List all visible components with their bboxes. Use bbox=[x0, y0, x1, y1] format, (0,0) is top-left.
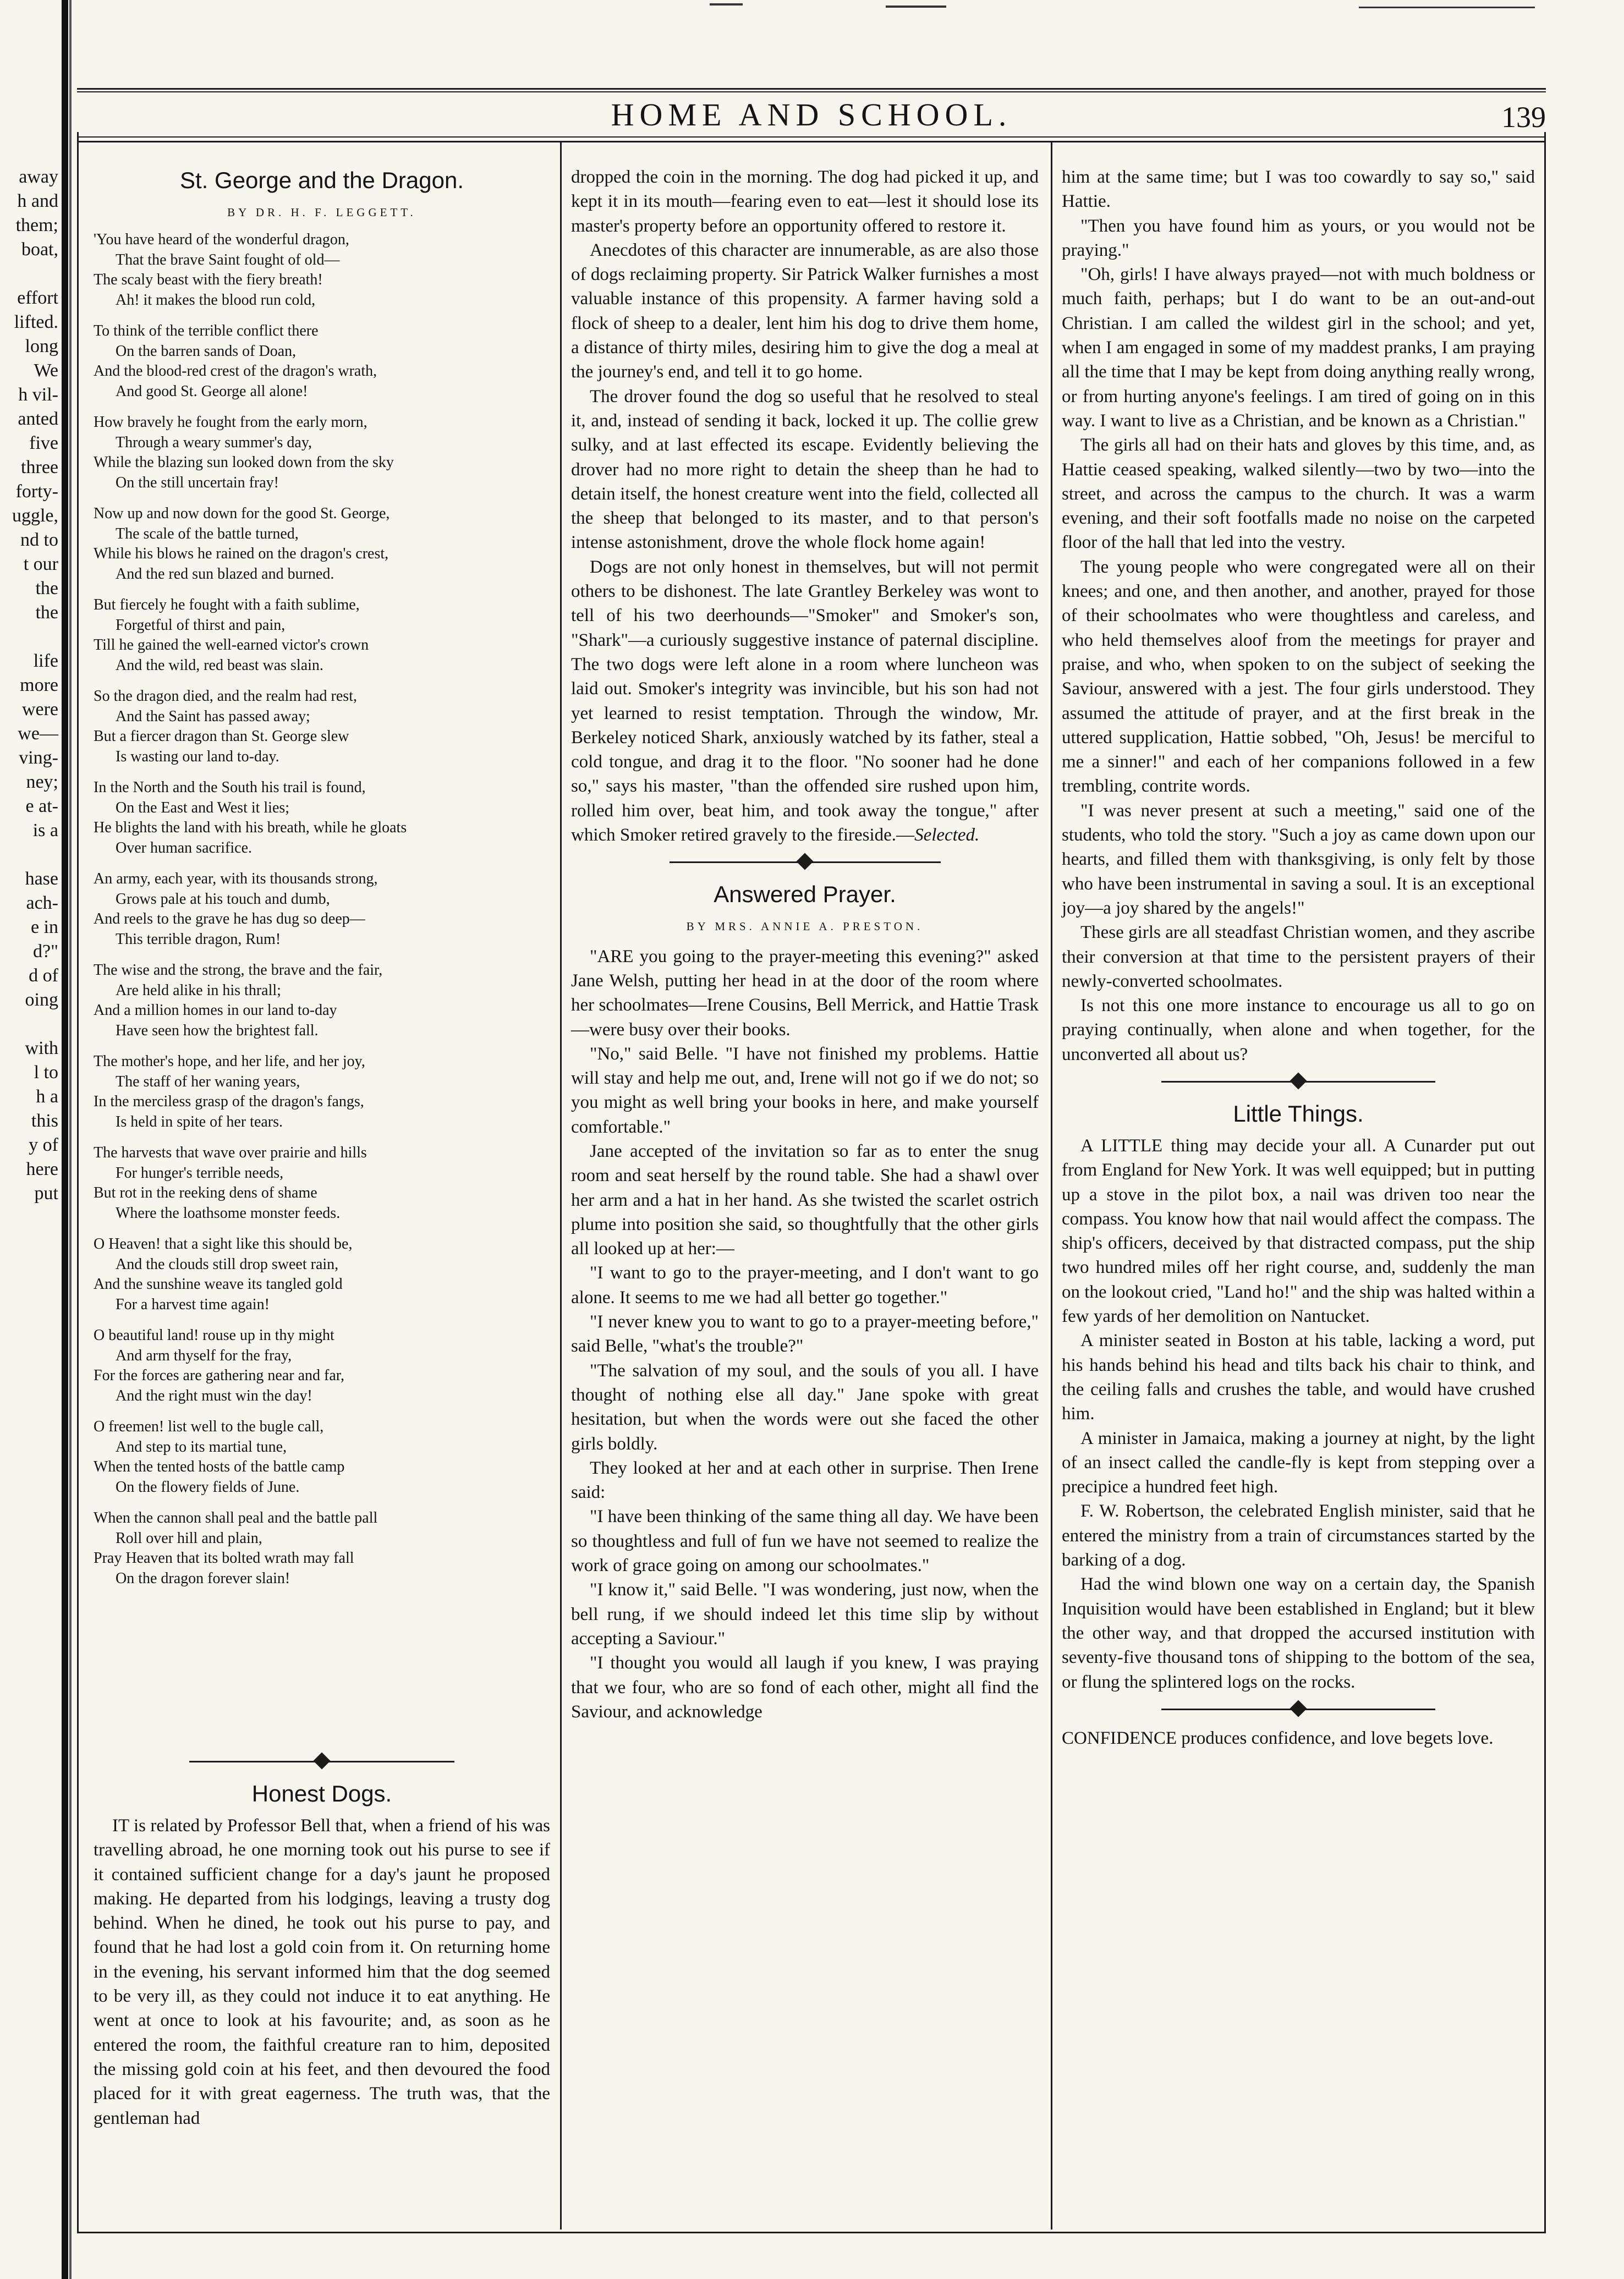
fragment-line: We bbox=[34, 360, 58, 381]
fragment-line: the bbox=[35, 578, 58, 598]
fragment-line: five bbox=[29, 433, 58, 453]
scan-speck bbox=[1359, 7, 1535, 8]
poem-line: The staff of her waning years, bbox=[116, 1073, 300, 1090]
fragment-line: boat, bbox=[21, 239, 58, 260]
paragraph: Had the wind blown one way on a certain day, the Spanish Inquisition would have been established in England; but it blew the other way, and that dropped the accursed institution with seventy-five thousand tons of shipping to the bottom of the sea, or flung the splintered logs on the rocks. bbox=[1062, 1574, 1535, 1692]
fragment-line: three bbox=[21, 457, 58, 477]
poem-line: Over human sacrifice. bbox=[116, 839, 252, 856]
fragment-line: uggle, bbox=[12, 506, 58, 526]
poem-stanza bbox=[94, 869, 550, 949]
scan-edge-shadow bbox=[69, 0, 72, 2279]
poem-line: Where the loathsome monster feeds. bbox=[116, 1204, 341, 1222]
paragraph: "No," said Belle. "I have not finished my problems. Hattie will stay and help me out, and, Irene will not go if we do not; so you might as well bring your books in here, and make yourself comfortable." bbox=[571, 1044, 1039, 1137]
fragment-line: life bbox=[33, 651, 58, 671]
poem-line: Have seen how the brightest fall. bbox=[116, 1022, 319, 1039]
fragment-line: e at- bbox=[25, 796, 58, 816]
paragraph: "ARE you going to the prayer-meeting this evening?" asked Jane Welsh, putting her head in at the door of the room where her schoolmates—Irene Cousins, Bell Merrick, and Hattie Trask—were busy over their books. bbox=[571, 946, 1039, 1040]
poem-line: When the cannon shall peal and the battle pall bbox=[94, 1509, 378, 1527]
poem-line: The scale of the battle turned, bbox=[116, 525, 299, 542]
answered-prayer-continued bbox=[1062, 165, 1535, 1067]
paragraph: "I know it," said Belle. "I was wondering, just now, when the bell rung, if we should indeed let this time slip by without accepting a Saviour." bbox=[571, 1580, 1039, 1649]
little-things-text bbox=[1062, 1134, 1535, 1694]
poem-line: The scaly beast with the fiery breath! bbox=[94, 271, 323, 289]
poem-line: The wise and the strong, the brave and the fair, bbox=[94, 962, 383, 979]
poem-line: The harvests that wave over prairie and hills bbox=[94, 1144, 367, 1162]
paragraph: "I was never present at such a meeting," said one of the students, who told the story. "Such a joy as came down upon our hearts, and filled them with thanksgiving, is only felt by those who have been instrumental in saving a soul. It is an exceptional joy—a joy shared by the angels!" bbox=[1062, 800, 1535, 918]
answered-prayer-text-col3 bbox=[1062, 165, 1535, 1067]
poem-line: Roll over hill and plain, bbox=[116, 1529, 262, 1547]
fragment-line: ving- bbox=[19, 748, 58, 768]
poem-stanza bbox=[94, 1052, 550, 1132]
fragment-line: oing bbox=[25, 990, 58, 1010]
fragment-line: forty- bbox=[15, 481, 58, 502]
honest-dogs-title: Honest Dogs. bbox=[251, 1781, 392, 1806]
poem-stanzas bbox=[94, 230, 550, 1589]
fragment-line: lifted. bbox=[14, 312, 58, 332]
poem-line: And good St. George all alone! bbox=[116, 382, 308, 400]
paragraph: IT is related by Professor Bell that, when a friend of his was travelling abroad, he one morning took out his purse to see if it contained sufficient change for a day's jaunt he proposed making. He departed from his lodgings, leaving a trusty dog behind. When he dined, he took out his purse to pay, and found that he had lost a gold coin from it. On returning home in the evening, his servant informed him that the dog seemed to be very ill, as they could not induce it to eat anything. He went at once to look at his favourite; and, as soon as he entered the room, the faithful creature ran to him, deposited the missing gold coin at his feet, and then devoured the food placed for it with great eagerness. The truth was, that the gentleman had bbox=[94, 1816, 550, 2128]
poem-line: He blights the land with his breath, while he gloats bbox=[94, 819, 407, 837]
article-honest-dogs bbox=[94, 1778, 550, 2130]
section-divider bbox=[1161, 1700, 1436, 1718]
fragment-line: we— bbox=[18, 723, 58, 744]
paragraph: A minister in Jamaica, making a journey at night, by the light of an insect called the candle-fly is kept from stepping over a precipice a hundred feet high. bbox=[1062, 1428, 1535, 1497]
honest-dogs-text-col1 bbox=[94, 1814, 550, 2130]
poem-line: O freemen! list well to the bugle call, bbox=[94, 1418, 324, 1436]
poem-stanza bbox=[94, 1234, 550, 1315]
fragment-line: h a bbox=[36, 1086, 58, 1107]
poem-line: For hunger's terrible needs, bbox=[116, 1164, 284, 1182]
fragment-line: is a bbox=[32, 820, 58, 841]
poem-stanza bbox=[94, 960, 550, 1041]
fragment-line: t our bbox=[23, 554, 58, 574]
poem-line: In the North and the South his trail is found, bbox=[94, 779, 366, 797]
poem-byline: BY DR. H. F. LEGGETT. bbox=[227, 206, 416, 219]
poem-stanza bbox=[94, 687, 550, 767]
paragraph: The young people who were congregated were all on their knees; and one, and then another, and another, prayed for those of their schoolmates who were thoughtless and careless, and who held themselves aloof from the meetings for prayer and praise, and who, when spoken to on the subject of seeking the Saviour, answered with a jest. The four girls understood. They assumed the attitude of prayer, and at the first break in the uttered supplication, Hattie sobbed, "Oh, Jesus! be merciful to me a sinner!" and each of her companions followed in a few trembling, contrite words. bbox=[1062, 557, 1535, 797]
fragment-line: d of bbox=[29, 965, 58, 986]
fragment-line: h and bbox=[17, 191, 58, 211]
page-number: 139 bbox=[1501, 101, 1546, 134]
signature: Selected. bbox=[914, 825, 980, 845]
poem-line: Ah! it makes the blood run cold, bbox=[116, 291, 316, 309]
confidence-note bbox=[1062, 1726, 1535, 1750]
poem-stanza bbox=[94, 778, 550, 858]
honest-dogs-continued bbox=[571, 165, 1039, 847]
paragraph: The drover found the dog so useful that he resolved to steal it, and, instead of sending it back, locked it up. The collie grew sulky, and at last effected its escape. Evidently believing the drover had no more right to detain the sheep than he had to detain itself, the honest creature went into the field, collected all the sheep that belonged to its master, and to that person's intense astonishment, drove the whole flock home again! bbox=[571, 386, 1039, 553]
paragraph: "Oh, girls! I have always prayed—not with much boldness or much faith, perhaps; but I do want to be an out-and-out Christian. I am called the wildest girl in the school; and yet, when I am engaged in some of my maddest pranks, I am praying all the time that I may be kept from doing anything really wrong, or from hurting anyone's feelings. I am tired of going on in this way. I want to live as a Christian, and be known as a Christian." bbox=[1062, 265, 1535, 431]
fragment-line: d?" bbox=[33, 941, 58, 962]
section-divider bbox=[670, 853, 941, 871]
poem-line: And the clouds still drop sweet rain, bbox=[116, 1255, 339, 1273]
fragment-line: h vil- bbox=[18, 385, 58, 405]
article-answered-prayer bbox=[571, 879, 1039, 1724]
poem-line: And the red sun blazed and burned. bbox=[116, 565, 334, 583]
paragraph: A minister seated in Boston at his table, lacking a word, put his hands behind his head and tilts back his chair to think, and the ceiling falls and crushes the table, and would have crushed him. bbox=[1062, 1331, 1535, 1424]
confidence-text: CONFIDENCE produces confidence, and love begets love. bbox=[1062, 1728, 1494, 1748]
poem-st-george bbox=[94, 165, 550, 1589]
paragraph: Is not this one more instance to encourage us all to go on praying continually, when alone and when together, for the unconverted all about us? bbox=[1062, 996, 1535, 1064]
poem-line: And arm thyself for the fray, bbox=[116, 1347, 292, 1364]
section-divider bbox=[189, 1752, 454, 1771]
article-little-things bbox=[1062, 1099, 1535, 1694]
column-rule bbox=[1051, 142, 1052, 2229]
poem-line: For the forces are gathering near and far, bbox=[94, 1367, 344, 1385]
scan-edge-bar bbox=[62, 0, 68, 2279]
poem-title: St. George and the Dragon. bbox=[180, 167, 464, 193]
poem-line: How bravely he fought from the early morn, bbox=[94, 414, 367, 431]
poem-stanza bbox=[94, 504, 550, 584]
poem-stanza bbox=[94, 1417, 550, 1497]
poem-line: Is held in spite of her tears. bbox=[116, 1113, 283, 1130]
poem-line: Grows pale at his touch and dumb, bbox=[116, 890, 330, 908]
poem-line: And step to its martial tune, bbox=[116, 1438, 287, 1456]
poem-line: Are held alike in his thrall; bbox=[116, 981, 281, 999]
paragraph: Dogs are not only honest in themselves, but will not permit others to be dishonest. The late Grantley Berkeley was wont to tell of his two deerhounds—"Smoker" and Smoker's son, "Shark"—a curiously suggestive instance of paternal discipline. The two dogs were left alone in a room where luncheon was laid out. Smoker's integrity was invincible, but his son had not yet learned to resist temptation. Through the window, Mr. Berkeley noticed Shark, anxiously watched by its father, steal a cold tongue, and drag it to the floor. "No sooner had he done so," says his master, "than the offended sire rushed upon him, rolled him over, beat him, and took away the tongue," after which Smoker retired gravely to the fireside.—Selected. bbox=[571, 557, 1039, 845]
poem-line: On the dragon forever slain! bbox=[116, 1569, 290, 1587]
poem-stanza bbox=[94, 1143, 550, 1223]
paragraph: Anecdotes of this character are innumerable, as are also those of dogs reclaiming property. Sir Patrick Walker furnishes a most valuable instance of this propensity. A farmer having sold a flock of sheep to a dealer, lent him his dog to drive them home, a distance of thirty miles, desiring him to give the dog a meal at the journey's end, and tell it to go home. bbox=[571, 240, 1039, 382]
poem-line: O beautiful land! rouse up in thy might bbox=[94, 1327, 334, 1344]
poem-line: That the brave Saint fought of old— bbox=[116, 251, 340, 268]
fragment-line: ney; bbox=[26, 772, 58, 792]
poem-line: On the East and West it lies; bbox=[116, 799, 290, 816]
column-1 bbox=[94, 165, 550, 2130]
paragraph: They looked at her and at each other in surprise. Then Irene said: bbox=[571, 1458, 1039, 1503]
fragment-line: the bbox=[35, 602, 58, 623]
fragment-line: anted bbox=[18, 409, 58, 429]
paragraph: Jane accepted of the invitation so far as to enter the snug room and seat herself by the round table. She had a shawl over her arm and a hat in her hand. As she twisted the scarlet ostrich plume into position she said, so thoughtfully that the other girls all looked up at her:— bbox=[571, 1141, 1039, 1259]
fragment-line: long bbox=[25, 336, 58, 356]
poem-line: Through a weary summer's day, bbox=[116, 433, 312, 451]
poem-line: This terrible dragon, Rum! bbox=[116, 930, 281, 948]
poem-line: While his blows he rained on the dragon's crest, bbox=[94, 545, 389, 563]
paragraph: A LITTLE thing may decide your all. A Cunarder put out from England for New York. It was well equipped; but in putting up a stove in the pilot box, a nail was driven too near the compass. You know how that nail would affect the compass. The ship's officers, deceived by that distracted compass, put the ship two hundred miles off her right course, and, suddenly the man on the lookout cried, "Land ho!" and the ship was halted within a few yards of her demolition on Nantucket. bbox=[1062, 1135, 1535, 1327]
paragraph: "Then you have found him as yours, or you would not be praying." bbox=[1062, 216, 1535, 260]
header-top-rule bbox=[77, 88, 1546, 90]
paragraph: "I want to go to the prayer-meeting, and I don't want to go alone. It seems to me we had all better go together." bbox=[571, 1263, 1039, 1308]
fragment-line: with bbox=[25, 1038, 58, 1058]
scan-speck bbox=[710, 3, 743, 6]
poem-line: On the flowery fields of June. bbox=[116, 1478, 300, 1496]
fragment-line: put bbox=[34, 1183, 58, 1204]
poem-line: Forgetful of thirst and pain, bbox=[116, 616, 286, 634]
poem-line: To think of the terrible conflict there bbox=[94, 322, 319, 340]
poem-line: Pray Heaven that its bolted wrath may fall bbox=[94, 1550, 354, 1567]
paragraph: "I never knew you to want to go to a prayer-meeting before," said Belle, "what's the trouble?" bbox=[571, 1312, 1039, 1357]
fragment-line: hase bbox=[25, 869, 58, 889]
poem-line: And the blood-red crest of the dragon's wrath, bbox=[94, 363, 377, 380]
poem-line: Is wasting our land to-day. bbox=[116, 748, 279, 765]
poem-line: And reels to the grave he has dug so deep— bbox=[94, 910, 365, 928]
poem-stanza bbox=[94, 1326, 550, 1406]
poem-line: And the wild, red beast was slain. bbox=[116, 656, 323, 674]
poem-line: So the dragon died, and the realm had rest, bbox=[94, 688, 357, 705]
poem-line: And a million homes in our land to-day bbox=[94, 1002, 337, 1019]
column-3 bbox=[1062, 165, 1535, 1750]
poem-line: And the sunshine weave its tangled gold bbox=[94, 1276, 343, 1293]
scan-speck bbox=[886, 6, 946, 8]
column-rule bbox=[560, 142, 562, 2229]
poem-line: But a fiercer dragon than St. George slew bbox=[94, 728, 349, 745]
header-top-rule-thin bbox=[77, 91, 1546, 92]
column-2 bbox=[571, 165, 1039, 1724]
fragment-line: more bbox=[20, 675, 58, 695]
poem-line: But rot in the reeking dens of shame bbox=[94, 1184, 317, 1202]
poem-stanza bbox=[94, 321, 550, 402]
fragment-line: nd to bbox=[20, 530, 58, 550]
fragment-line: e in bbox=[30, 917, 58, 937]
answered-prayer-text-col2 bbox=[571, 944, 1039, 1725]
paragraph: These girls are all steadfast Christian women, and they ascribe their conversion at that time to the persistent prayers of their newly-converted schoolmates. bbox=[1062, 922, 1535, 991]
honest-dogs-text-col2 bbox=[571, 165, 1039, 847]
poem-line: On the barren sands of Doan, bbox=[116, 342, 297, 360]
poem-line: On the still uncertain fray! bbox=[116, 474, 279, 491]
fragment-line: away bbox=[19, 167, 58, 187]
poem-stanza bbox=[94, 595, 550, 676]
little-things-title: Little Things. bbox=[1233, 1100, 1364, 1127]
poem-line: An army, each year, with its thousands strong, bbox=[94, 870, 378, 888]
poem-line: The mother's hope, and her life, and her joy, bbox=[94, 1053, 365, 1070]
poem-stanza bbox=[94, 1508, 550, 1589]
poem-stanza bbox=[94, 413, 550, 493]
poem-line: While the blazing sun looked down from the sky bbox=[94, 454, 394, 471]
poem-line: O Heaven! that a sight like this should be, bbox=[94, 1235, 353, 1253]
paragraph: "I thought you would all laugh if you knew, I was praying that we four, who are so fond of each other, might all find the Saviour, and acknowledge bbox=[571, 1653, 1039, 1722]
fragment-line: here bbox=[26, 1159, 58, 1179]
poem-stanza bbox=[94, 230, 550, 310]
poem-line: And the Saint has passed away; bbox=[116, 707, 310, 725]
poem-line: 'You have heard of the wonderful dragon, bbox=[94, 231, 349, 249]
answered-prayer-title: Answered Prayer. bbox=[714, 881, 896, 908]
masthead: HOME AND SCHOOL. bbox=[611, 97, 1012, 133]
paragraph: him at the same time; but I was too cowardly to say so," said Hattie. bbox=[1062, 167, 1535, 212]
poem-line: And the right must win the day! bbox=[116, 1387, 312, 1404]
paragraph: The girls all had on their hats and gloves by this time, and, as Hattie ceased speaking, walked silently—two by two—into the street, and across the campus to the church. It was a warm evening, and their soft footfalls made no noise on the carpeted floor of the hall that led into the vestry. bbox=[1062, 435, 1535, 553]
fragment-line: this bbox=[31, 1111, 58, 1131]
poem-line: When the tented hosts of the battle camp bbox=[94, 1458, 345, 1476]
paragraph: F. W. Robertson, the celebrated English minister, said that he entered the ministry from a train of circumstances started by the barking of a dog. bbox=[1062, 1501, 1535, 1570]
fragment-line: ach- bbox=[26, 893, 58, 913]
fragment-line: effort bbox=[17, 288, 58, 308]
section-divider bbox=[1161, 1072, 1436, 1091]
fragment-line: l to bbox=[34, 1062, 58, 1083]
previous-page-fragment bbox=[0, 165, 61, 2200]
fragment-line: y of bbox=[29, 1135, 58, 1155]
poem-line: Till he gained the well-earned victor's crown bbox=[94, 636, 369, 654]
fragment-line: were bbox=[21, 699, 58, 720]
poem-line: Now up and now down for the good St. George, bbox=[94, 505, 390, 523]
answered-prayer-byline: BY MRS. ANNIE A. PRESTON. bbox=[686, 920, 924, 933]
fragment-line: them; bbox=[15, 215, 58, 235]
poem-line: But fiercely he fought with a faith sublime, bbox=[94, 596, 360, 614]
poem-line: For a harvest time again! bbox=[116, 1295, 270, 1313]
poem-line: In the merciless grasp of the dragon's fangs, bbox=[94, 1093, 364, 1111]
paragraph: "The salvation of my soul, and the souls of you all. I have thought of nothing else all day." Jane spoke with great hesitation, but when the words were out she faced the other girls boldly. bbox=[571, 1360, 1039, 1454]
paragraph: dropped the coin in the morning. The dog had picked it up, and kept it in its mouth—fearing even to eat—lest it should lose its master's property before an opportunity offered to restore it. bbox=[571, 167, 1039, 236]
paragraph: "I have been thinking of the same thing all day. We have been so thoughtless and full of fun we have not seemed to realize the work of grace going on among our schoolmates." bbox=[571, 1507, 1039, 1576]
